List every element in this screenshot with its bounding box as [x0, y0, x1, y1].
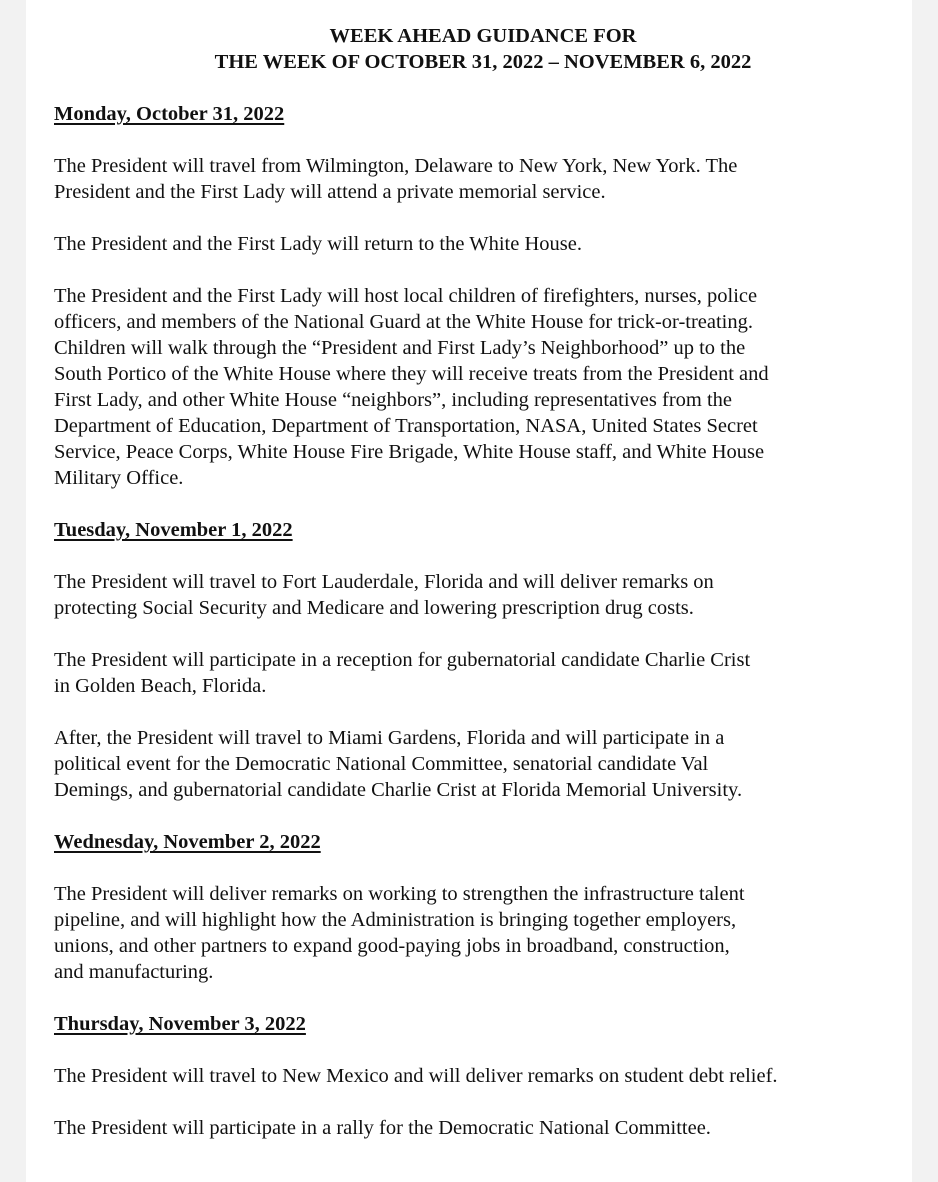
paragraph-line: Children will walk through the “President and First Lady’s Neighborhood” up to the — [54, 337, 746, 359]
paragraph-line: First Lady, and other White House “neighbors”, including representatives from the — [54, 389, 733, 411]
paragraph-line: After, the President will travel to Miami Gardens, Florida and will participate in a — [54, 727, 725, 749]
title-line-2: THE WEEK OF OCTOBER 31, 2022 – NOVEMBER 6, 2022 — [214, 51, 752, 73]
paragraph — [54, 231, 910, 257]
paragraph-line: Military Office. — [54, 467, 184, 489]
paragraph-line: The President will travel to Fort Lauderdale, Florida and will deliver remarks on — [54, 571, 714, 593]
day-section-wednesday — [54, 829, 910, 985]
paragraph-line: and manufacturing. — [54, 961, 214, 983]
day-section-monday — [54, 101, 910, 491]
day-section-tuesday — [54, 517, 910, 803]
paragraph-line: President and the First Lady will attend a private memorial service. — [54, 181, 606, 203]
paragraph-line: The President and the First Lady will host local children of firefighters, nurses, police — [54, 285, 758, 307]
paragraph-line: Department of Education, Department of Transportation, NASA, United States Secret — [54, 415, 758, 437]
day-heading: Monday, October 31, 2022 — [54, 103, 285, 125]
paragraph — [54, 569, 910, 621]
paragraph-line: The President will deliver remarks on working to strengthen the infrastructure talent — [54, 883, 745, 905]
document-body — [54, 23, 910, 1141]
paragraph-line: political event for the Democratic National Committee, senatorial candidate Val — [54, 753, 709, 775]
paragraph-line: Demings, and gubernatorial candidate Charlie Crist at Florida Memorial University. — [54, 779, 743, 801]
paragraph-line: South Portico of the White House where they will receive treats from the President and — [54, 363, 769, 385]
paragraph — [54, 153, 910, 205]
paragraph — [54, 1115, 910, 1141]
document-title — [54, 23, 910, 75]
page-margin-right — [912, 0, 938, 1182]
day-heading: Tuesday, November 1, 2022 — [54, 519, 293, 541]
paragraph-line: in Golden Beach, Florida. — [54, 675, 267, 697]
paragraph-line: The President will participate in a rally for the Democratic National Committee. — [54, 1117, 711, 1139]
paragraph — [54, 1063, 910, 1089]
paragraph — [54, 647, 910, 699]
paragraph-line: Service, Peace Corps, White House Fire Brigade, White House staff, and White House — [54, 441, 765, 463]
day-heading: Thursday, November 3, 2022 — [54, 1013, 306, 1035]
paragraph-line: The President will travel to New Mexico and will deliver remarks on student debt relief. — [54, 1065, 778, 1087]
paragraph-line: unions, and other partners to expand good-paying jobs in broadband, construction, — [54, 935, 730, 957]
paragraph-line: protecting Social Security and Medicare and lowering prescription drug costs. — [54, 597, 694, 619]
paragraph-line: officers, and members of the National Guard at the White House for trick-or-treating. — [54, 311, 754, 333]
day-heading: Wednesday, November 2, 2022 — [54, 831, 321, 853]
paragraph-line: pipeline, and will highlight how the Administration is bringing together employers, — [54, 909, 737, 931]
paragraph — [54, 725, 910, 803]
day-sections — [54, 101, 910, 1141]
paragraph-line: The President will participate in a reception for gubernatorial candidate Charlie Crist — [54, 649, 751, 671]
day-section-thursday — [54, 1011, 910, 1141]
paragraph-line: The President and the First Lady will return to the White House. — [54, 233, 582, 255]
paragraph-line: The President will travel from Wilmington, Delaware to New York, New York. The — [54, 155, 738, 177]
page-margin-left — [0, 0, 26, 1182]
paragraph — [54, 283, 910, 491]
paragraph — [54, 881, 910, 985]
title-line-1: WEEK AHEAD GUIDANCE FOR — [329, 25, 637, 47]
